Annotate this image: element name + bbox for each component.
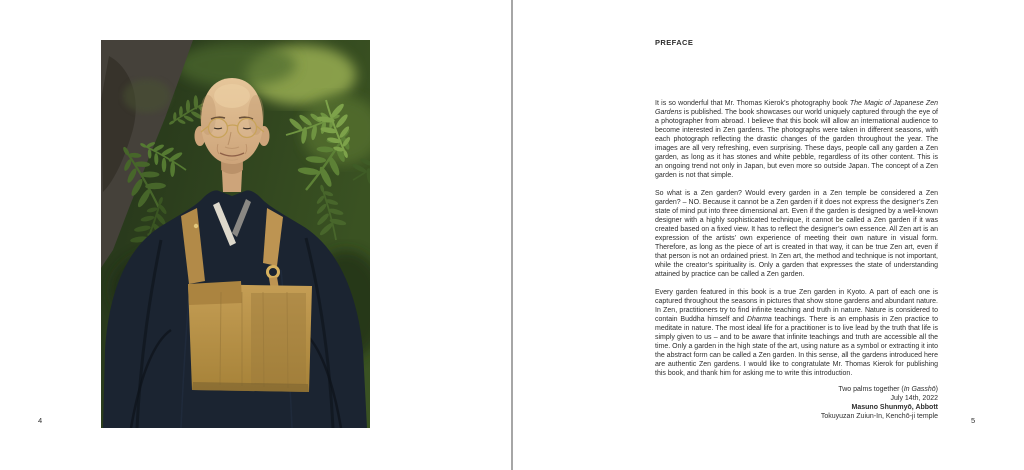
signature-line-gassho: Two palms together (In Gasshō) — [838, 386, 938, 393]
signature-block — [655, 385, 938, 421]
book-gutter-line — [511, 0, 513, 470]
signature-line-date: July 14th, 2022 — [890, 395, 938, 402]
page-number-left: 4 — [38, 416, 43, 425]
preface-body — [655, 99, 938, 378]
preface-paragraph-3: Every garden featured in this book is a true Zen garden in Kyoto. A part of each one is captured throughout the seasons in pictures that show stone gardens and abundant nature. In Zen, practitioners try to find infinite teaching and truth in nature. Nature is considered to contain Buddha himself and Dharma teachings. There is an emphasis in Zen practice to meditate in nature. The most ideal life for a practitioner is to live lead by the truth that life is simply given to us – and to be aware that infinite teachings and truth are accessible all the time. Only a garden in the high state of the art, using nature as a symbol or extracting it into the abstract form can be called a Zen garden. In this sense, all the gardens introduced here are authentic Zen gardens. I would like to congratulate Mr. Thomas Kierok for publishing this book, and thank him for asking me to write this introduction. — [655, 289, 939, 377]
signature-line-temple: Tokuyuzan Zuiun-In, Kenchō-ji temple — [820, 413, 938, 420]
preface-heading: PREFACE — [655, 38, 694, 47]
preface-paragraph-2: So what is a Zen garden? Would every garden in a Zen temple be considered a Zen garden? – NO. Because it cannot be a Zen garden if it does not express the designer’s Zen state of mind put into three dimensional art. Even if the garden is designed by a well-known designer with a highly sophisticated technique, it cannot be called a Zen garden if it was created based on a fixed view. It has to reflect the designer’s own essence. All Zen art is an expression of the artists’ own experience of meeting their own nature in visual form. Therefore, as long as the piece of art is created in that way, it can be true Zen art, even if that person is not an ordained priest. In Zen art, the method and technique is not important, while the creator’s spirituality is. Only a garden that expresses the state of understanding attained by practice can be called a Zen garden. — [655, 190, 938, 278]
preface-text-column — [655, 38, 938, 421]
signature-line-author: Masuno Shunmyō, Abbott — [851, 404, 938, 411]
monk-portrait-photo — [101, 40, 370, 428]
page-number-right: 5 — [971, 416, 976, 425]
preface-paragraph-1: It is so wonderful that Mr. Thomas Kierok’s photography book The Magic of Japanese Zen Gardens is published. The book showcases our world uniquely captured through the eye of a photographer from abroad. I believe that this book will allow an international audience to become interested in Zen gardens. The photographs were taken in different seasons, with each photograph reflecting the drastic changes of the garden throughout the year. The images are all very refreshing, even surprising. These days, people call any garden a Zen garden, as long as it has stones and white pebble, regardless of its other content. This is an ongoing trend not only in Japan, but even more so outside Japan. The concept of a Zen garden is not that simple. — [655, 100, 938, 179]
dharma-italic: Dharma — [746, 316, 772, 323]
book-title-italic: The Magic of Japanese Zen Gardens — [655, 100, 938, 116]
